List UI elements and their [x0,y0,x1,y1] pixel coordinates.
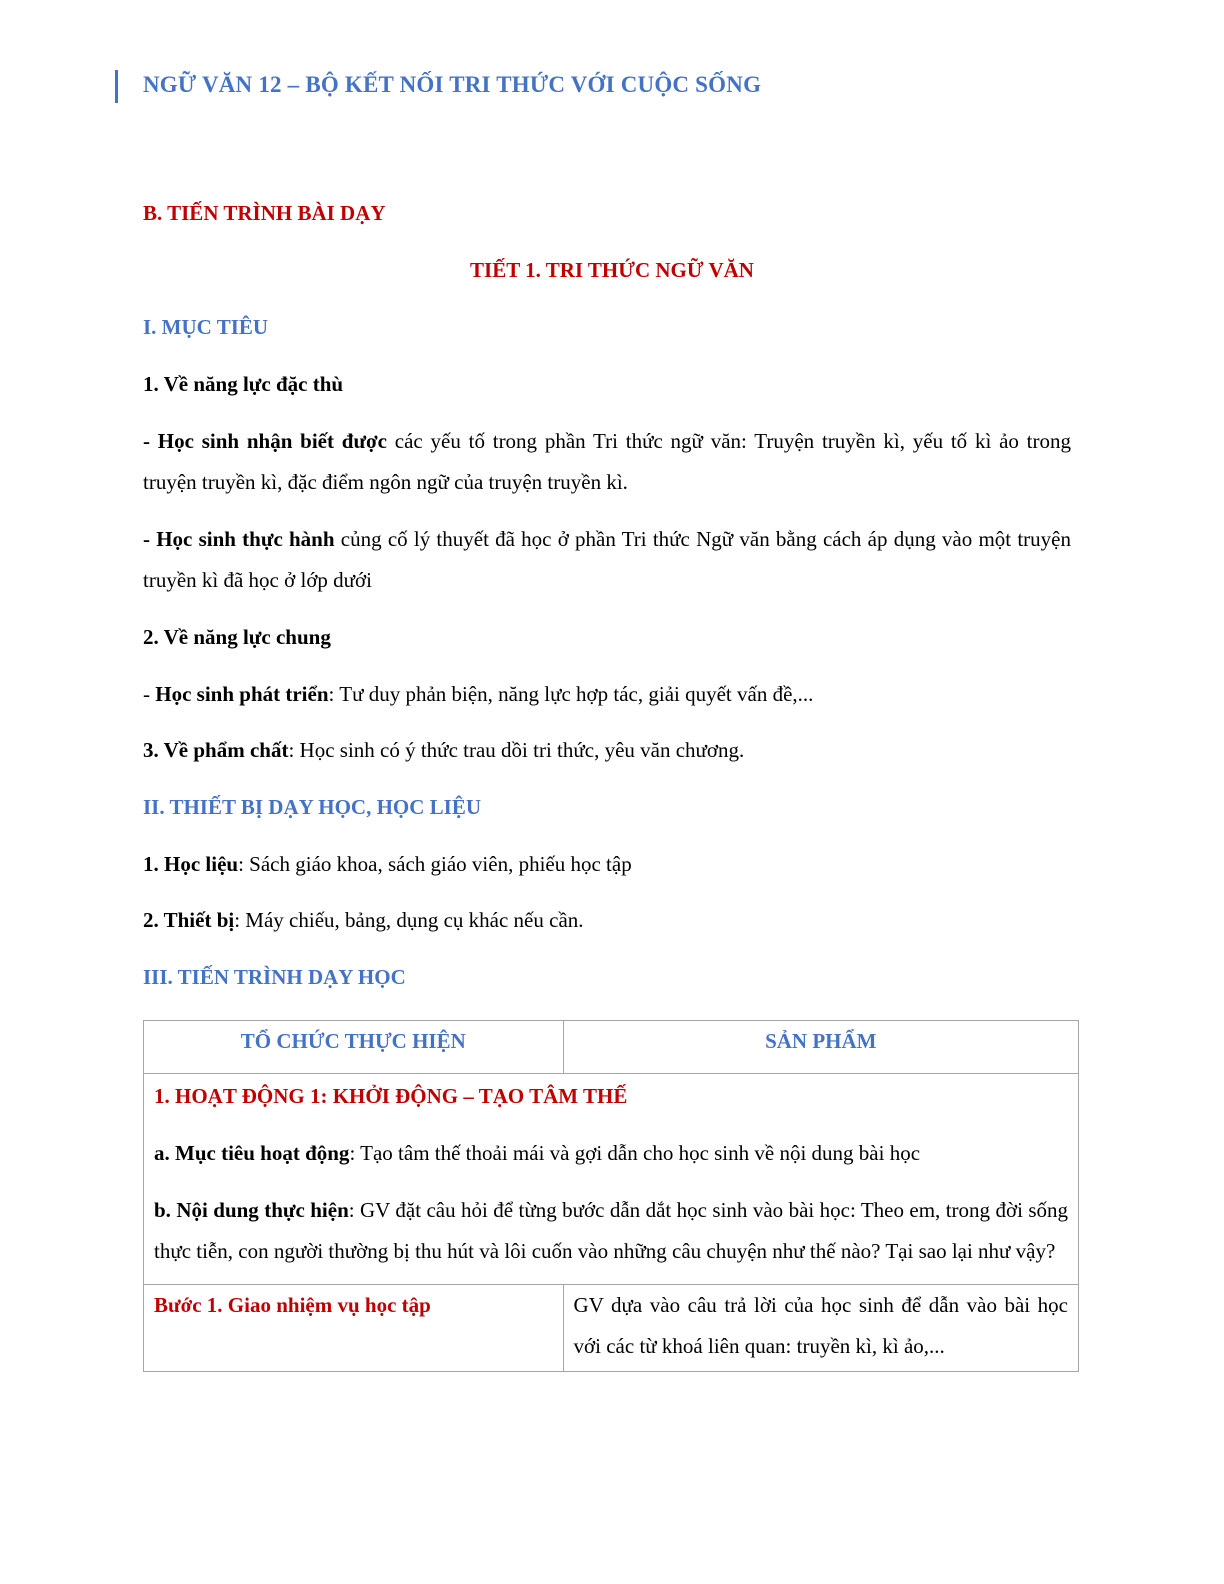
activity-goal-text: : Tạo tâm thế thoải mái và gợi dẫn cho học sinh về nội dung bài học [349,1141,921,1165]
activity-content [154,1190,1068,1272]
section-b-heading: B. TIẾN TRÌNH BÀI DẠY [143,201,386,225]
activity-title: 1. HOẠT ĐỘNG 1: KHỞI ĐỘNG – TẠO TÂM THẾ [154,1084,628,1108]
materials-lead: 1. Học liệu [143,852,239,876]
general-competence-text: : Tư duy phản biện, năng lực hợp tác, giải quyết vấn đề,... [328,682,814,706]
equipment-heading: II. THIẾT BỊ DẠY HỌC, HỌC LIỆU [143,795,482,819]
objectives-heading: I. MỤC TIÊU [143,315,269,339]
general-competence-paragraph [143,674,813,715]
devices-lead: 2. Thiết bị [143,908,235,932]
step1-right-cell: GV dựa vào câu trả lời của học sinh để dẫn vào bài học với các từ khoá liên quan: truyền kì, kì ảo,... [563,1285,1078,1372]
general-competence-heading: 2. Về năng lực chung [143,625,331,649]
objective-1-text: các yếu tố trong phần Tri thức ngữ văn: Truyện truyền kì, yếu tố kì ảo trong truyện truyền kì, đặc điểm ngôn ngữ của truyện truyền kì. [143,429,1071,494]
general-competence-lead: Học sinh phát triển [155,682,329,706]
objective-2-lead: - Học sinh thực hành [143,527,335,551]
activity-content-text: : GV đặt câu hỏi để từng bước dẫn dắt học sinh vào bài học: Theo em, trong đời sống thực tiễn, con người thường bị thu hút và lôi cuốn vào những câu chuyện như thế nào? Tại sao lại như vậy? [154,1198,1068,1263]
column-header-product: SẢN PHẨM [563,1021,1078,1074]
materials-text: : Sách giáo khoa, sách giáo viên, phiếu học tập [238,852,632,876]
objective-paragraph-1 [143,421,1071,503]
qualities-paragraph [143,730,744,771]
page-header-title: NGỮ VĂN 12 – BỘ KẾT NỐI TRI THỨC VỚI CUỘC SỐNG [143,72,762,97]
teaching-process-heading: III. TIẾN TRÌNH DẠY HỌC [143,965,406,989]
devices-text: : Máy chiếu, bảng, dụng cụ khác nếu cần. [234,908,584,932]
activity-goal-lead: a. Mục tiêu hoạt động [154,1141,350,1165]
objective-paragraph-2 [143,519,1071,601]
activity-content-lead: b. Nội dung thực hiện [154,1198,349,1222]
lesson-table [143,1020,1079,1372]
specific-competence-heading: 1. Về năng lực đặc thù [143,372,344,396]
header-accent-bar [115,70,118,103]
table-header-row [144,1021,1079,1074]
column-header-organization: TỔ CHỨC THỰC HIỆN [144,1021,564,1074]
activity-goal [154,1133,1068,1174]
activity-cell [144,1074,1079,1285]
lesson-title: TIẾT 1. TRI THỨC NGỮ VĂN [470,258,754,282]
table-row [144,1285,1079,1372]
qualities-text: : Học sinh có ý thức trau dồi tri thức, yêu văn chương. [288,738,745,762]
materials-line [143,844,632,885]
general-competence-dash: - [143,682,156,706]
activity-row [144,1074,1079,1285]
devices-line [143,900,584,941]
qualities-lead: 3. Về phẩm chất [143,738,289,762]
objective-2-text: củng cố lý thuyết đã học ở phần Tri thức Ngữ văn bằng cách áp dụng vào một truyện truyền kì đã học ở lớp dưới [143,527,1071,592]
step1-left-cell: Bước 1. Giao nhiệm vụ học tập [144,1285,564,1372]
objective-1-lead: - Học sinh nhận biết được [143,429,387,453]
